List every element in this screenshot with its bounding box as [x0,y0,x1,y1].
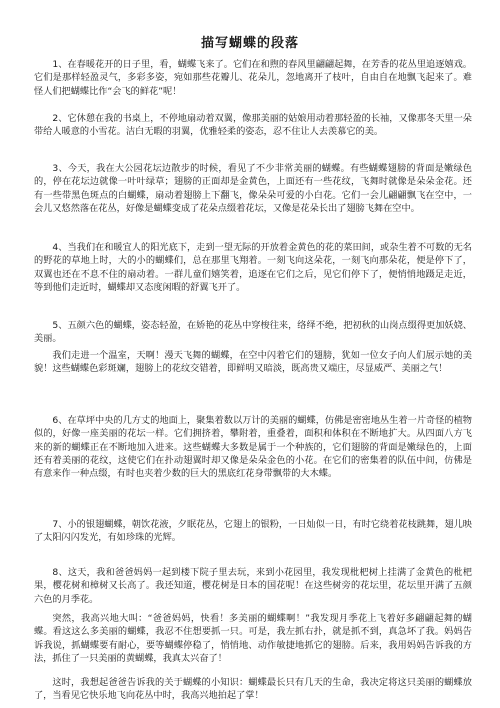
paragraph-7: 7、小的银翅蝴蝶，朝饮花液，夕眠花丛，它翅上的银粉，一日灿似一日，有时它绕着花枝跳舞，翅儿映了太阳闪闪发光，有如珍珠的光辉。 [34,519,472,544]
paragraph-5-continued: 我们走进一个温室，天啊！漫天飞舞的蝴蝶，在空中闪着它们的翅膀，犹如一位女子向人们展示她的美貌！这些蝴蝶色彩斑斓，翅膀上的花纹交错着，即鲜明又暗淡，既高贵又端庄，尽显威严、美丽之气！ [34,350,472,375]
paragraph-8: 8、这天，我和爸爸妈妈一起到楼下院子里去玩，来到小花园里，我发现枇杷树上挂满了金黄色的枇杷果，樱花树和樟树又长高了。我还知道，樱花树是日本的国花呢！在这些树旁的花坛里，花坛里开满了五颜六色的月季花。 [34,567,472,605]
paragraph-5: 5、五颜六色的蝴蝶，姿态轻盈，在娇艳的花丛中穿梭往来，络绎不绝，把初秋的山岗点缀得更加妖娆、美丽。 [34,320,472,345]
paragraph-4: 4、当我们在和暖宜人的阳光底下，走到一望无际的开放着金黄色的花的菜田间，或杂生着不可数的无名的野花的草地上时，大的小的蝴蝶们，总在那里飞翔着。一刻飞向这朵花，一刻飞向那朵花，便是停下了，双翼也还在不息不住的扇动着。一群儿童们嬉笑着，追逐在它们之后，见它们停下了，便悄悄地蹑足走近，等到他们走近时，蝴蝶却又态度闲暇的舒翼飞开了。 [34,242,472,293]
paragraph-8-continued: 突然，我高兴地大叫：“爸爸妈妈，快看！多美丽的蝴蝶啊！”我发现月季花上飞着好多翩翩起舞的蝴蝶。看这这么多美丽的蝴蝶，我忍不住想要抓一只。可是，我左抓右扑，就是抓不到，真急坏了我。妈妈告诉我说，抓蝴蝶要有耐心，要等蝴蝶停稳了，悄悄地、动作敏捷地抓它的翅膀。后来，我用妈妈告诉我的方法，抓住了一只美丽的黄蝴蝶，我真太兴奋了！ [34,613,472,664]
paragraph-1: 1、在春暖花开的日子里，看，蝴蝶飞来了。它们在和煦的春风里翩翩起舞，在芳香的花丛里追逐嬉戏。它们是那样轻盈灵气，多彩多姿，宛如那些花瓣儿、花朵儿，忽地离开了枝叶，自由自在地飘飞起来了。难怪人们把蝴蝶比作“会飞的鲜花”呢！ [34,59,472,97]
paragraph-3: 3、今天，我在大公园花坛边散步的时候，看见了不少非常美丽的蝴蝶。有些蝴蝶翅膀的背面是嫩绿色的，停在花坛边就像一叶叶绿草；翅膀的正面却是金黄色，上面还有一些花纹，飞舞时就像是朵朵金花。还有一些带黑色斑点的白蝴蝶，扇动着翅膀上下翻飞，像朵朵可爱的小白花。它们一会儿翩翩飘飞在空中，一会儿又悠然落在花丛，好像是蝴蝶变成了花朵点缀着花坛，又像是花朵长出了翅膀飞舞在空中。 [34,163,472,214]
paragraph-8-ending: 这时，我想起爸爸告诉我的关于蝴蝶的小知识：蝴蝶最长只有几天的生命，我决定将这只美丽的蝴蝶放了，当看见它快乐地飞向花丛中时，我高兴地拍起了掌！ [34,677,472,702]
paragraph-2: 2、它休憩在我的书桌上，不停地扇动着双翼，像那美丽的姑娘用动着那轻盈的长袖，又像那冬天里一朵带给人暖意的小雪花。洁白无暇的羽翼，优雅轻柔的姿态，忍不住让人去羡慕它的美。 [34,113,472,138]
page-title: 描写蝴蝶的段落 [200,36,299,51]
paragraph-6: 6、在草坪中央的几方丈的地面上，聚集着数以万计的美丽的蝴蝶，仿佛是密密地丛生着一片奇怪的植物似的，好像一座美丽的花坛一样。它们拥挤着，攀附着，重叠着，面积和体积在不断地扩大。从四面八方飞来的新的蝴蝶正在不断地加入进来。这些蝴蝶大多数是属于一个种族的，它们翅膀的背面是嫩绿色的，上面还有着美丽的花纹，这使它们在扑动翅翼时却又像是朵朵金色的小花。在它们的密集着的队伍中间，仿佛是有意来作一种点缀，有时也夹着少数的巨大的黑底红花身带飘带的大木蝶。 [34,415,472,480]
